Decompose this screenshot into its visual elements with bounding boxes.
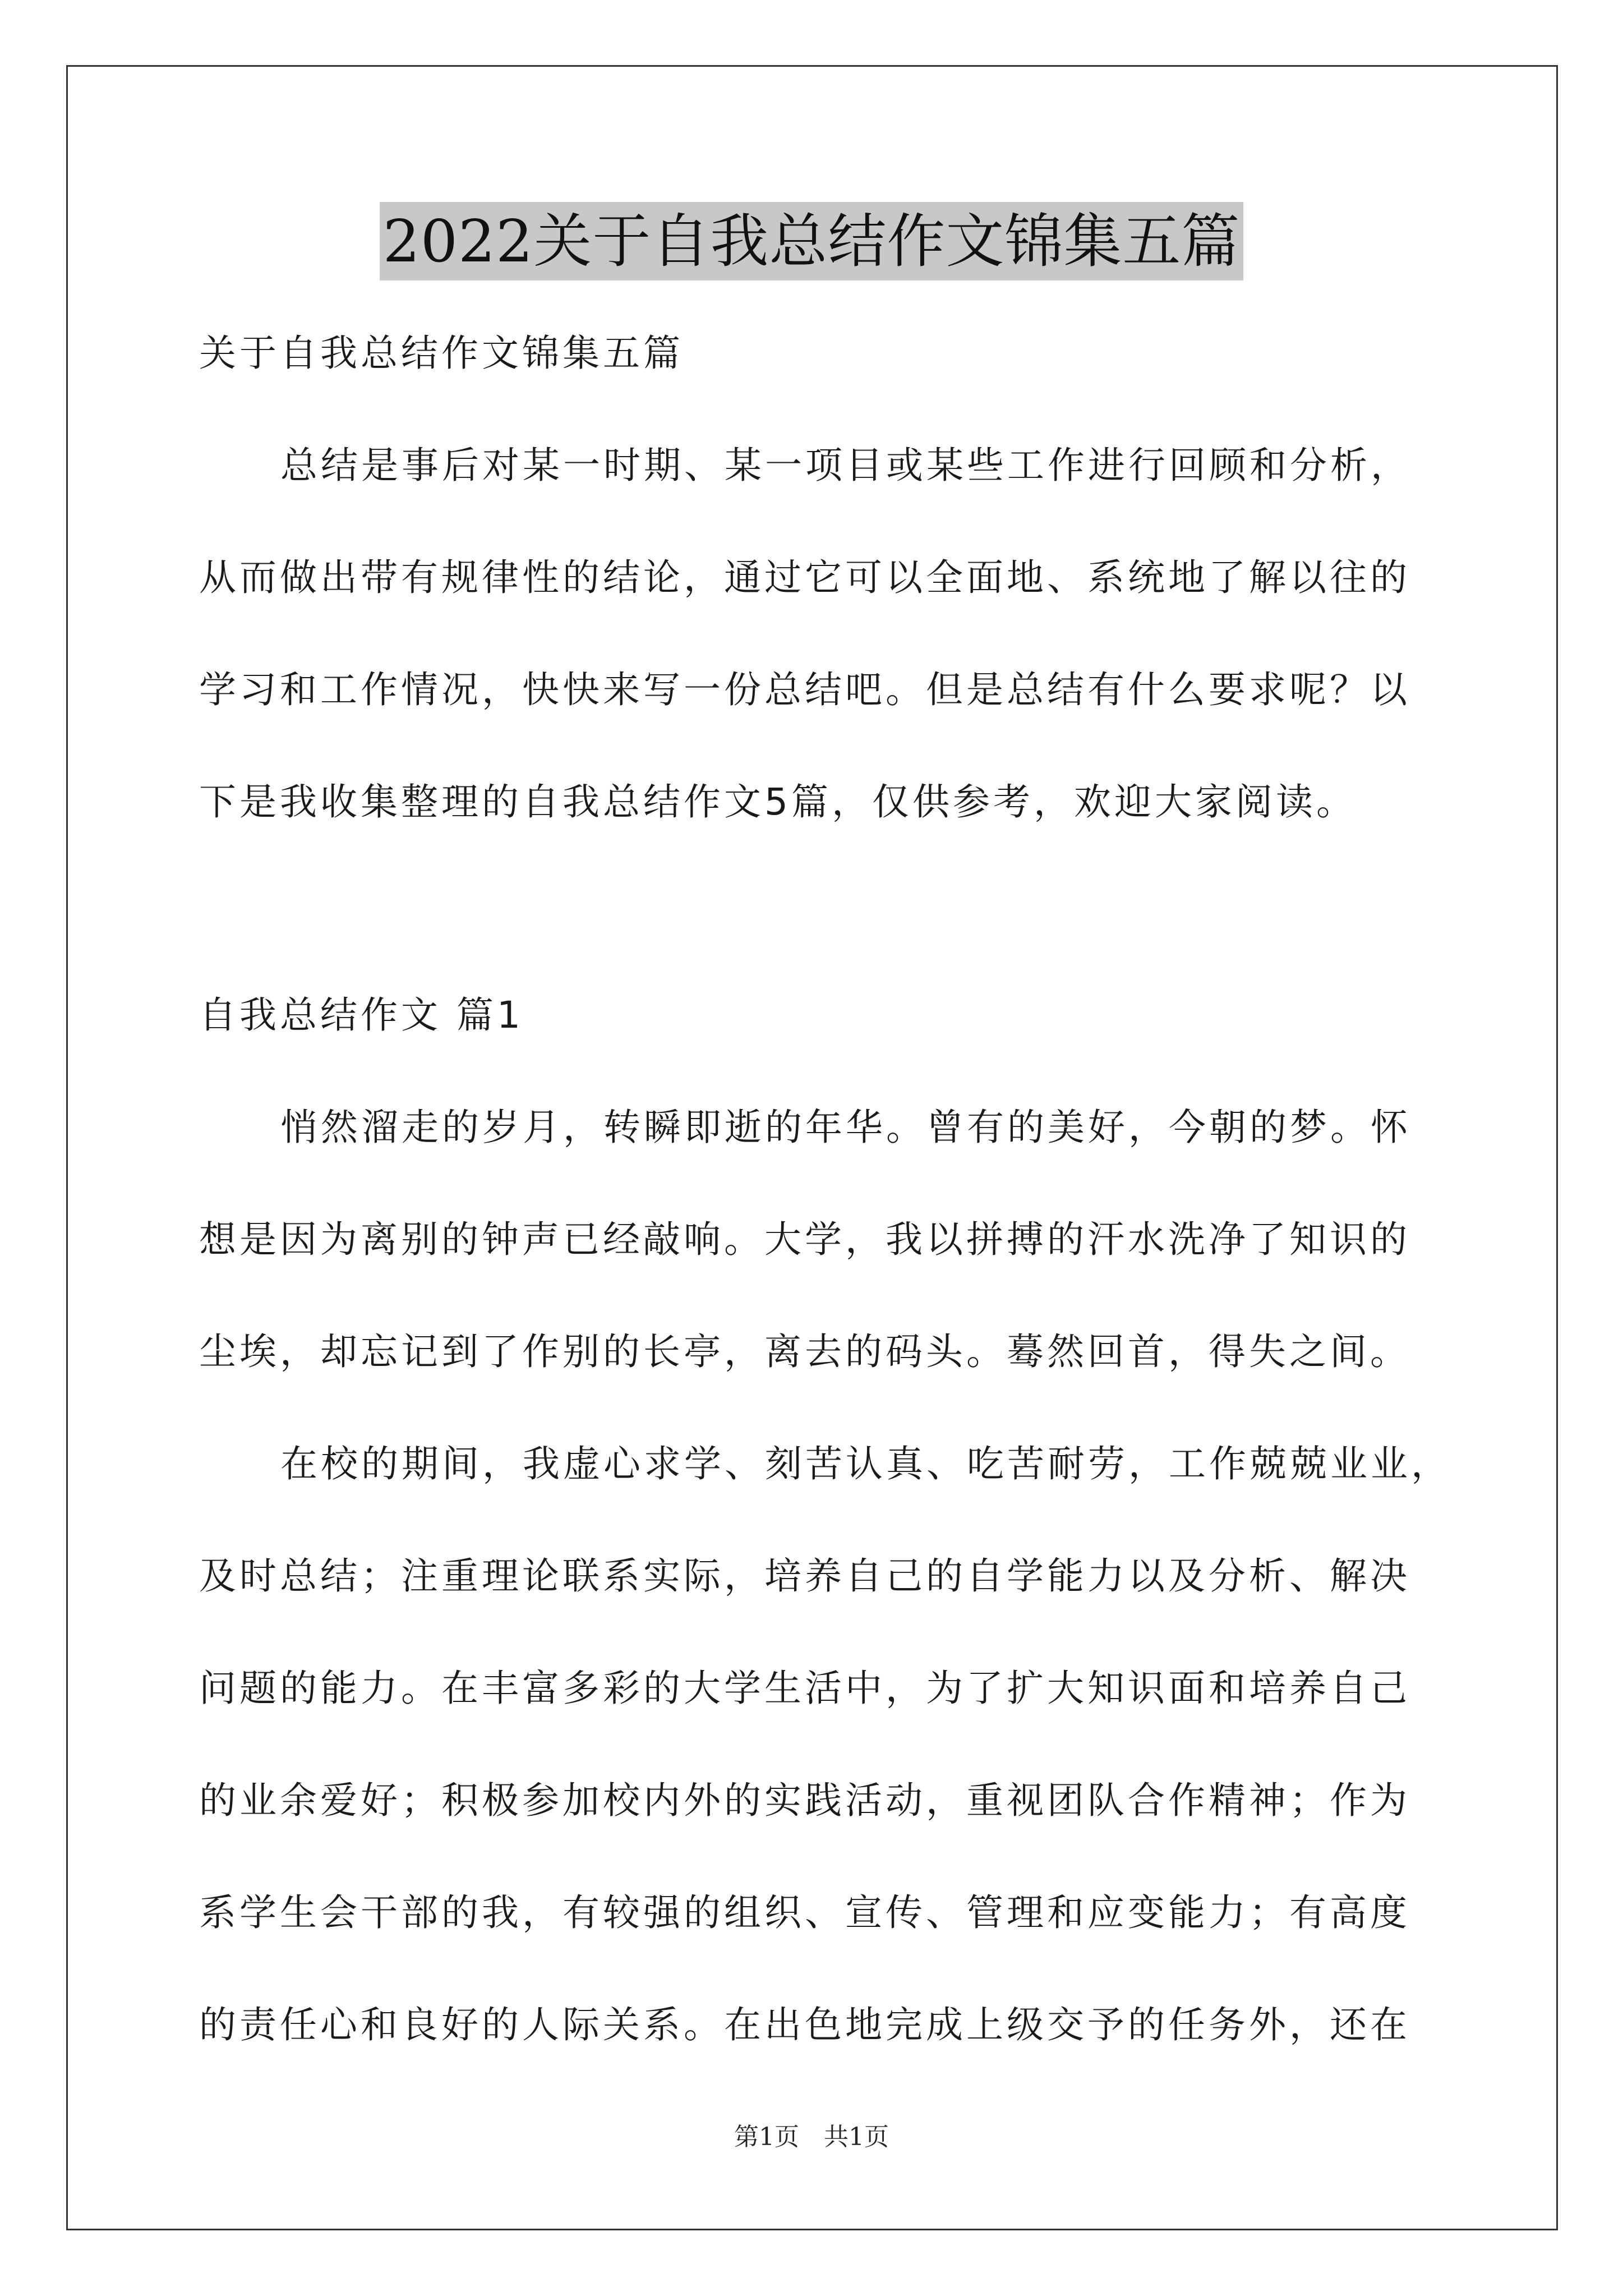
intro-line: 总结是事后对某一时期、某一项目或某些工作进行回顾和分析， xyxy=(280,444,1411,487)
document-title: 2022关于自我总结作文锦集五篇 xyxy=(380,202,1244,280)
intro-line: 学习和工作情况，快快来写一份总结吧。但是总结有什么要求呢？以 xyxy=(199,668,1410,711)
intro-line: 从而做出带有规律性的结论，通过它可以全面地、系统地了解以往的 xyxy=(199,556,1410,599)
para2-line: 的业余爱好；积极参加校内外的实践活动，重视团队合作精神；作为 xyxy=(199,1779,1410,1822)
para2-line: 及时总结；注重理论联系实际，培养自己的自学能力以及分析、解决 xyxy=(199,1554,1410,1598)
section-heading: 自我总结作文 篇1 xyxy=(199,993,524,1037)
para1-line: 尘埃，却忘记到了作别的长亭，离去的码头。蓦然回首，得失之间。 xyxy=(199,1330,1410,1373)
page-footer xyxy=(0,2120,1623,2154)
document-subtitle: 关于自我总结作文锦集五篇 xyxy=(199,332,684,375)
para1-line: 想是因为离别的钟声已经敲响。大学，我以拼搏的汗水洗净了知识的 xyxy=(199,1218,1410,1261)
title-container xyxy=(0,202,1623,280)
para1-line: 悄然溜走的岁月，转瞬即逝的年华。曾有的美好，今朝的梦。怀 xyxy=(280,1106,1411,1149)
para2-line: 问题的能力。在丰富多彩的大学生活中，为了扩大知识面和培养自己 xyxy=(199,1667,1410,1710)
para2-line: 的责任心和良好的人际关系。在出色地完成上级交予的任务外，还在 xyxy=(199,2003,1410,2046)
para2-line: 系学生会干部的我，有较强的组织、宣传、管理和应变能力；有高度 xyxy=(199,1891,1410,1934)
page-number: 第1页 共1页 xyxy=(734,2123,889,2151)
para2-line: 在校的期间，我虚心求学、刻苦认真、吃苦耐劳，工作兢兢业业， xyxy=(280,1442,1451,1485)
intro-line: 下是我收集整理的自我总结作文5篇，仅供参考，欢迎大家阅读。 xyxy=(199,780,1357,823)
